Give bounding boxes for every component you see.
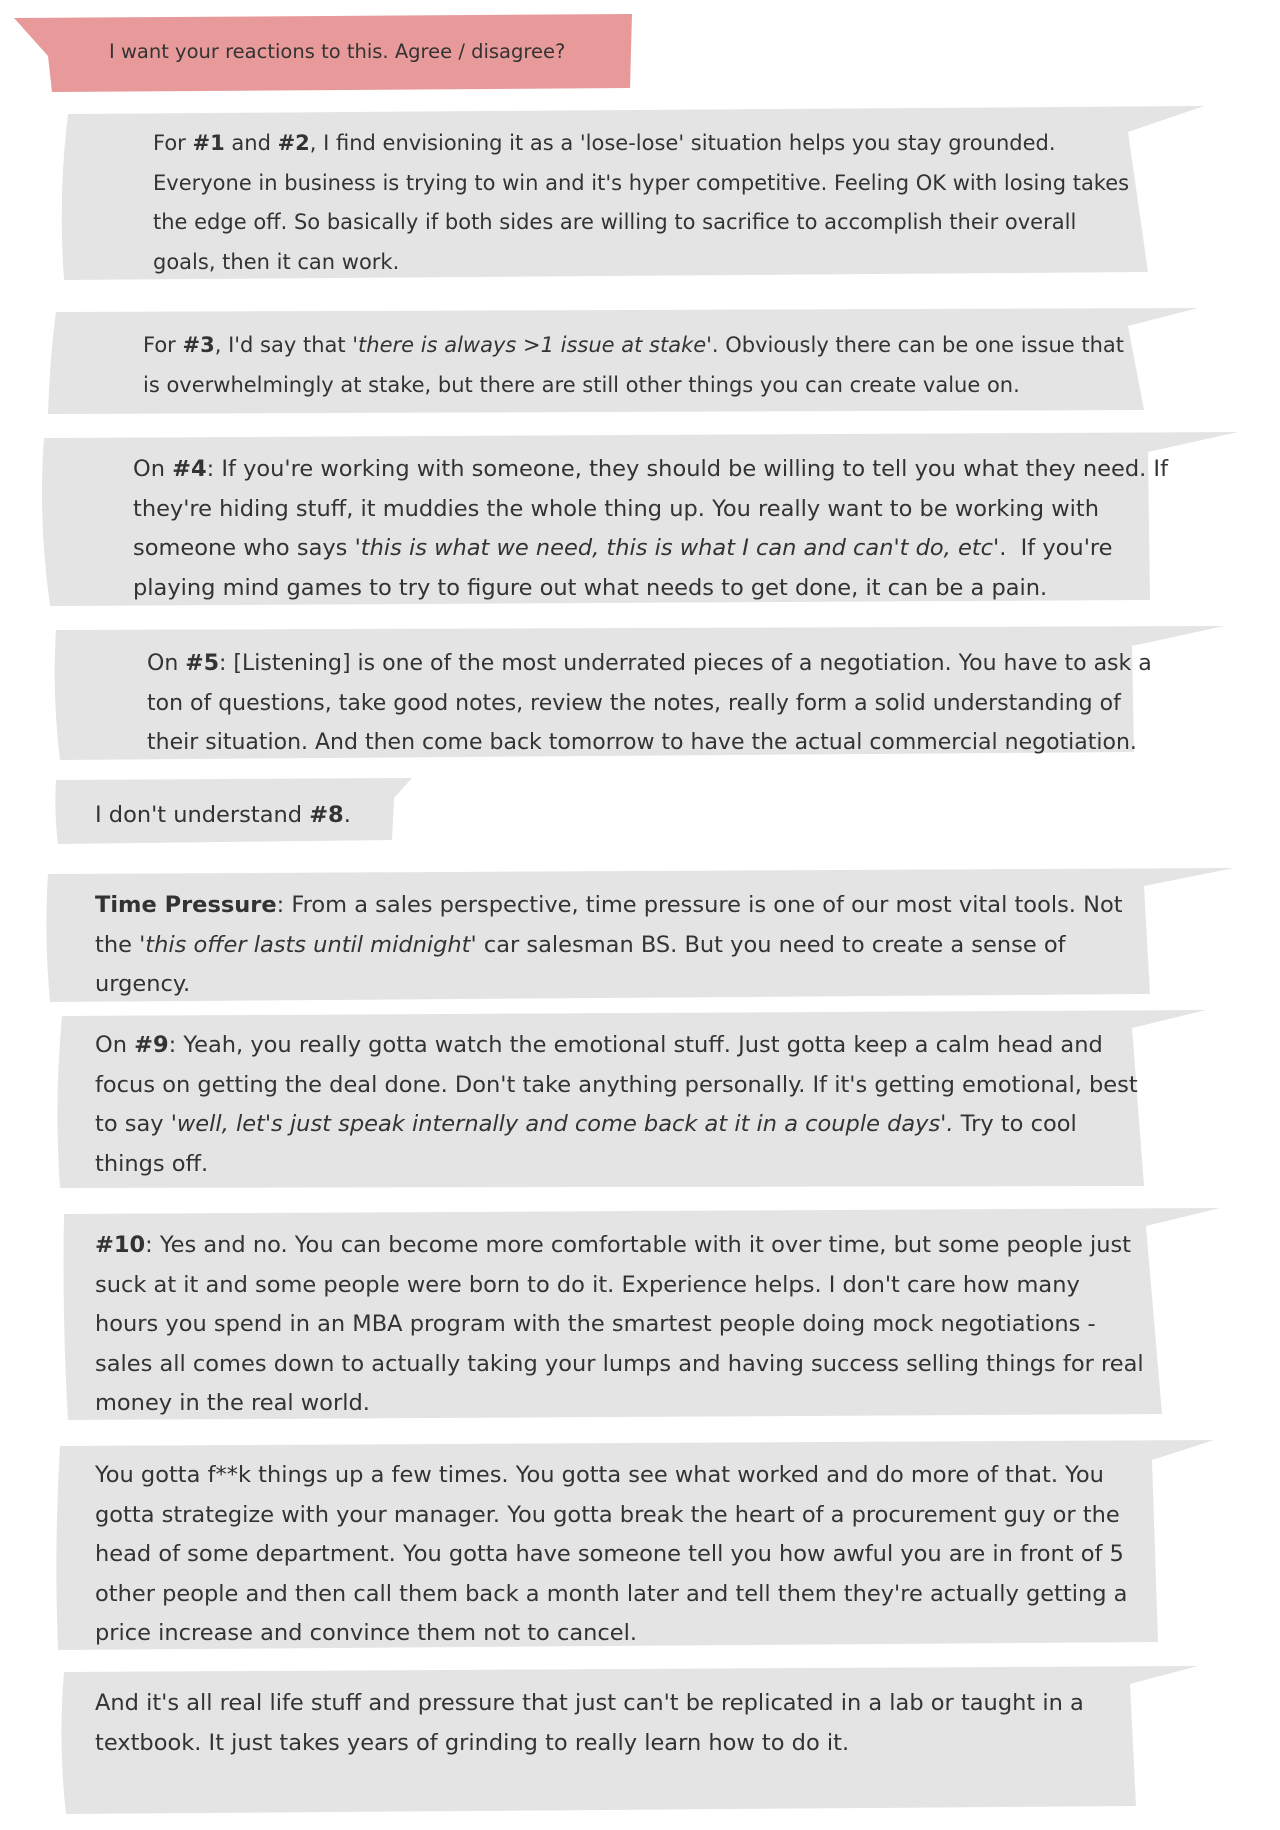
text-line (147, 644, 1152, 684)
bold-segment: #1 (192, 131, 225, 155)
text-line (95, 1724, 1084, 1764)
text-segment: other people and then call them back a month later and tell them they're actually getting a (95, 1580, 1128, 1607)
text-line (153, 203, 1129, 243)
text-segment: is overwhelmingly at stake, but there are still other things you can create value on. (143, 372, 1020, 397)
text-line (95, 1496, 1127, 1536)
text-line (95, 886, 1123, 926)
prompt-bubble (14, 14, 634, 94)
text-line (95, 1226, 1144, 1266)
prompt-text: I want your reactions to this. Agree / disagree? (109, 40, 566, 63)
bold-segment: #8 (309, 802, 344, 828)
text-line (95, 1614, 1127, 1654)
text-line (95, 1145, 1138, 1185)
response-text (133, 450, 1168, 608)
bold-segment: #4 (172, 456, 207, 482)
text-segment: price increase and convince them not to cancel. (95, 1620, 637, 1646)
text-segment: suck at it and some people were born to do it. Experience helps. I don't care how many (95, 1271, 1080, 1298)
response-text (95, 796, 351, 836)
response-text (143, 326, 1124, 405)
text-segment: hours you spend in an MBA program with the smartest people doing mock negotiations - (95, 1311, 1096, 1337)
text-line (95, 926, 1123, 966)
text-line (95, 1066, 1138, 1106)
response-text (153, 124, 1129, 282)
text-line (95, 1684, 1084, 1724)
text-segment: . If you're (999, 535, 1113, 561)
response-text (95, 1456, 1127, 1654)
text-line (95, 1305, 1144, 1345)
text-segment: the edge off. So basically if both sides are willing to sacrifice to accomplish their overall (153, 210, 1077, 234)
response-bubble (44, 866, 1234, 1006)
text-line (143, 366, 1124, 406)
text-line (95, 1266, 1144, 1306)
text-line (95, 1345, 1144, 1385)
response-bubble (58, 104, 1204, 282)
response-text (95, 886, 1123, 1005)
response-bubble (54, 1006, 1206, 1190)
response-text (95, 1026, 1138, 1184)
text-segment: And it's all real life stuff and pressure that just can't be replicated in a lab or taught in a (95, 1690, 1084, 1716)
text-segment: sales all comes down to actually taking your lumps and having success selling things for real (95, 1350, 1144, 1377)
bold-segment: #2 (277, 131, 310, 155)
bold-segment: #9 (134, 1032, 169, 1058)
text-segment: : Yes and no. You can become more comfortable with it over time, but some people just (145, 1232, 1132, 1258)
text-line (95, 1384, 1144, 1424)
italic-segment: 'this is what we need, this is what I can and can't do, etc' (354, 535, 1000, 561)
text-segment: Try to cool (953, 1111, 1077, 1137)
response-bubble (54, 1436, 1214, 1652)
text-line (153, 164, 1129, 204)
text-segment: , I find envisioning it as a 'lose-lose' situation helps you stay grounded. (309, 131, 1056, 155)
text-line (147, 723, 1152, 763)
response-bubble (54, 776, 414, 846)
text-segment: the (95, 931, 140, 958)
text-line (133, 529, 1168, 569)
text-line (95, 1105, 1138, 1145)
bold-segment: #10 (95, 1232, 146, 1258)
text-segment: You gotta f**k things up a few times. You gotta see what worked and do more of that. You (95, 1462, 1104, 1488)
text-segment: On (95, 1032, 135, 1058)
text-segment: gotta strategize with your manager. You gotta break the heart of a procurement guy or the (95, 1501, 1120, 1528)
italic-segment: 'there is always >1 issue at stake' (352, 333, 712, 357)
text-segment: focus on getting the deal done. Don't take anything personally. If it's getting emotional, best (95, 1071, 1138, 1098)
text-segment: car salesman BS. But you need to create a sense of (476, 931, 1066, 958)
text-segment: urgency. (95, 971, 191, 997)
italic-segment: 'well, let's just speak internally and come back at it in a couple days'. (170, 1111, 954, 1137)
text-segment: For (143, 333, 183, 357)
text-segment: textbook. It just takes years of grinding to really learn how to do it. (95, 1729, 850, 1756)
text-segment: On (133, 456, 173, 482)
text-segment: someone who says (133, 535, 355, 561)
response-text (95, 1684, 1084, 1763)
text-line (95, 1535, 1127, 1575)
response-bubble (48, 306, 1198, 414)
text-segment: playing mind games to try to figure out what needs to get done, it can be a pain. (133, 574, 1048, 601)
text-segment: money in the real world. (95, 1390, 370, 1416)
response-bubble (58, 1664, 1198, 1816)
text-segment: On (147, 651, 186, 676)
text-segment: things off. (95, 1150, 209, 1177)
bold-segment: Time Pressure (95, 892, 277, 918)
text-segment: head of some department. You gotta have someone tell you how awful you are in front of 5 (95, 1541, 1124, 1567)
text-line (153, 243, 1129, 283)
text-segment: and (224, 131, 278, 155)
text-segment: I don't understand (95, 802, 310, 828)
text-segment: , I'd say that (214, 333, 353, 357)
bold-segment: #3 (182, 333, 215, 357)
text-line (95, 1026, 1138, 1066)
text-segment: . Obviously there can be one issue that (711, 333, 1125, 357)
text-segment: Everyone in business is trying to win and it's hyper competitive. Feeling OK with losing takes (153, 170, 1130, 195)
text-segment: For (153, 131, 193, 155)
text-line (95, 1575, 1127, 1615)
text-segment: . (343, 802, 351, 828)
text-segment: to say (95, 1111, 171, 1137)
text-line (133, 569, 1168, 609)
response-bubble (52, 624, 1224, 764)
response-text (147, 644, 1152, 763)
text-segment: they're hiding stuff, it muddies the whole thing up. You really want to be working with (133, 495, 1099, 522)
response-bubble (60, 1206, 1220, 1424)
text-line (147, 684, 1152, 724)
italic-segment: 'this offer lasts until midnight' (139, 931, 477, 958)
response-text (95, 1226, 1144, 1424)
text-line (143, 326, 1124, 366)
text-line (133, 490, 1168, 530)
text-segment: : If you're working with someone, they should be willing to tell you what they need. If (206, 456, 1168, 482)
response-bubble (38, 430, 1238, 608)
text-line (95, 796, 351, 836)
text-segment: : [Listening] is one of the most underrated pieces of a negotiation. You have to ask a (219, 651, 1152, 676)
text-segment: : From a sales perspective, time pressure is one of our most vital tools. Not (276, 892, 1123, 918)
text-line (95, 1456, 1127, 1496)
text-segment: ton of questions, take good notes, review the notes, really form a solid understanding of (147, 690, 1121, 716)
text-line (153, 124, 1129, 164)
text-segment: goals, then it can work. (153, 249, 400, 274)
text-segment: their situation. And then come back tomorrow to have the actual commercial negotiation. (147, 730, 1137, 755)
bold-segment: #5 (185, 651, 220, 676)
text-line (133, 450, 1168, 490)
text-segment: : Yeah, you really gotta watch the emotional stuff. Just gotta keep a calm head and (168, 1032, 1103, 1058)
text-line (95, 965, 1123, 1005)
